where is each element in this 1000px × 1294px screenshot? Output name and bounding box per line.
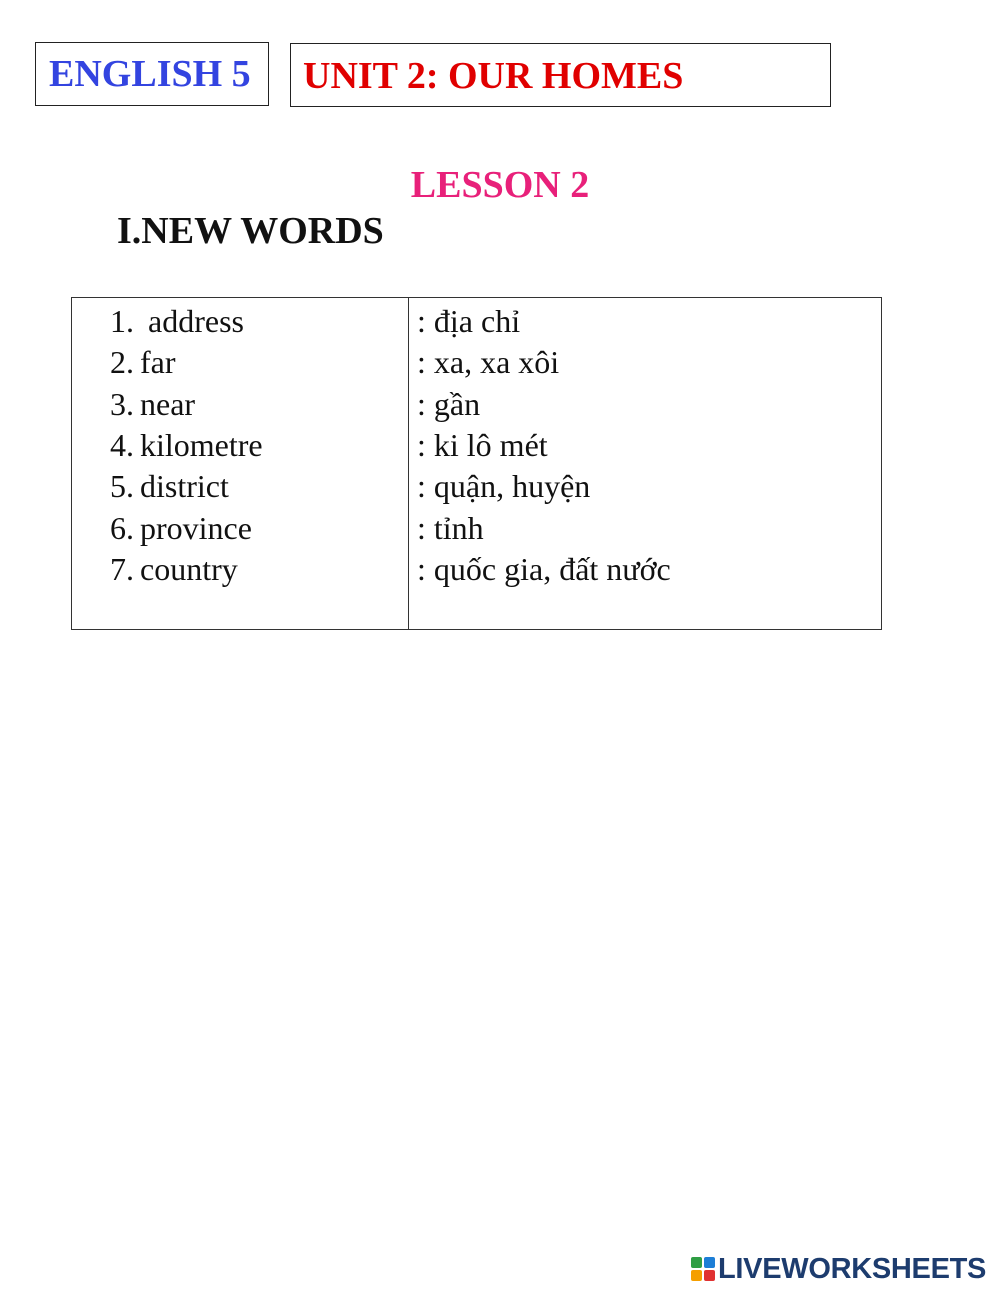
vocab-meaning: : địa chỉ xyxy=(417,303,521,339)
vocab-number: 1. xyxy=(110,303,134,339)
logo-square xyxy=(704,1257,715,1268)
vocab-row xyxy=(72,549,881,590)
vocab-number: 7. xyxy=(110,551,134,587)
vocab-row xyxy=(72,342,881,383)
vocab-number: 2. xyxy=(110,344,134,380)
vocab-meaning: : tỉnh xyxy=(417,510,484,546)
vocab-meaning: : quận, huyện xyxy=(417,468,591,504)
subject-title: ENGLISH 5 xyxy=(49,53,251,95)
vocab-number: 5. xyxy=(110,468,134,504)
subject-box xyxy=(35,42,269,106)
vocabulary-table xyxy=(71,297,882,630)
vocab-number: 3. xyxy=(110,386,134,422)
liveworksheets-logo-icon xyxy=(691,1257,715,1281)
vocab-row xyxy=(72,466,881,507)
vocab-word: address xyxy=(148,303,244,339)
section-title: I.NEW WORDS xyxy=(117,210,384,252)
unit-box xyxy=(290,43,831,107)
vocab-meaning: : ki lô mét xyxy=(417,427,548,463)
vocab-word: province xyxy=(140,510,252,546)
vocab-row xyxy=(72,384,881,425)
vocab-row xyxy=(72,425,881,466)
unit-title: UNIT 2: OUR HOMES xyxy=(303,55,684,97)
vocab-word: far xyxy=(140,344,176,380)
vocab-meaning: : gần xyxy=(417,386,481,422)
vocab-word: near xyxy=(140,386,196,422)
liveworksheets-brand: LIVEWORKSHEETS xyxy=(718,1252,987,1285)
liveworksheets-logo[interactable] xyxy=(691,1252,987,1285)
vocab-word: country xyxy=(140,551,238,587)
logo-square xyxy=(691,1257,702,1268)
lesson-title: LESSON 2 xyxy=(410,164,590,206)
vocab-meaning: : xa, xa xôi xyxy=(417,344,560,380)
vocab-meaning: : quốc gia, đất nước xyxy=(417,551,671,587)
vocab-row xyxy=(72,508,881,549)
vocab-row xyxy=(72,301,881,342)
vocab-number: 4. xyxy=(110,427,134,463)
vocab-number: 6. xyxy=(110,510,134,546)
vocab-word: kilometre xyxy=(140,427,263,463)
vocab-word: district xyxy=(140,468,229,504)
logo-square xyxy=(691,1270,702,1281)
logo-square xyxy=(704,1270,715,1281)
